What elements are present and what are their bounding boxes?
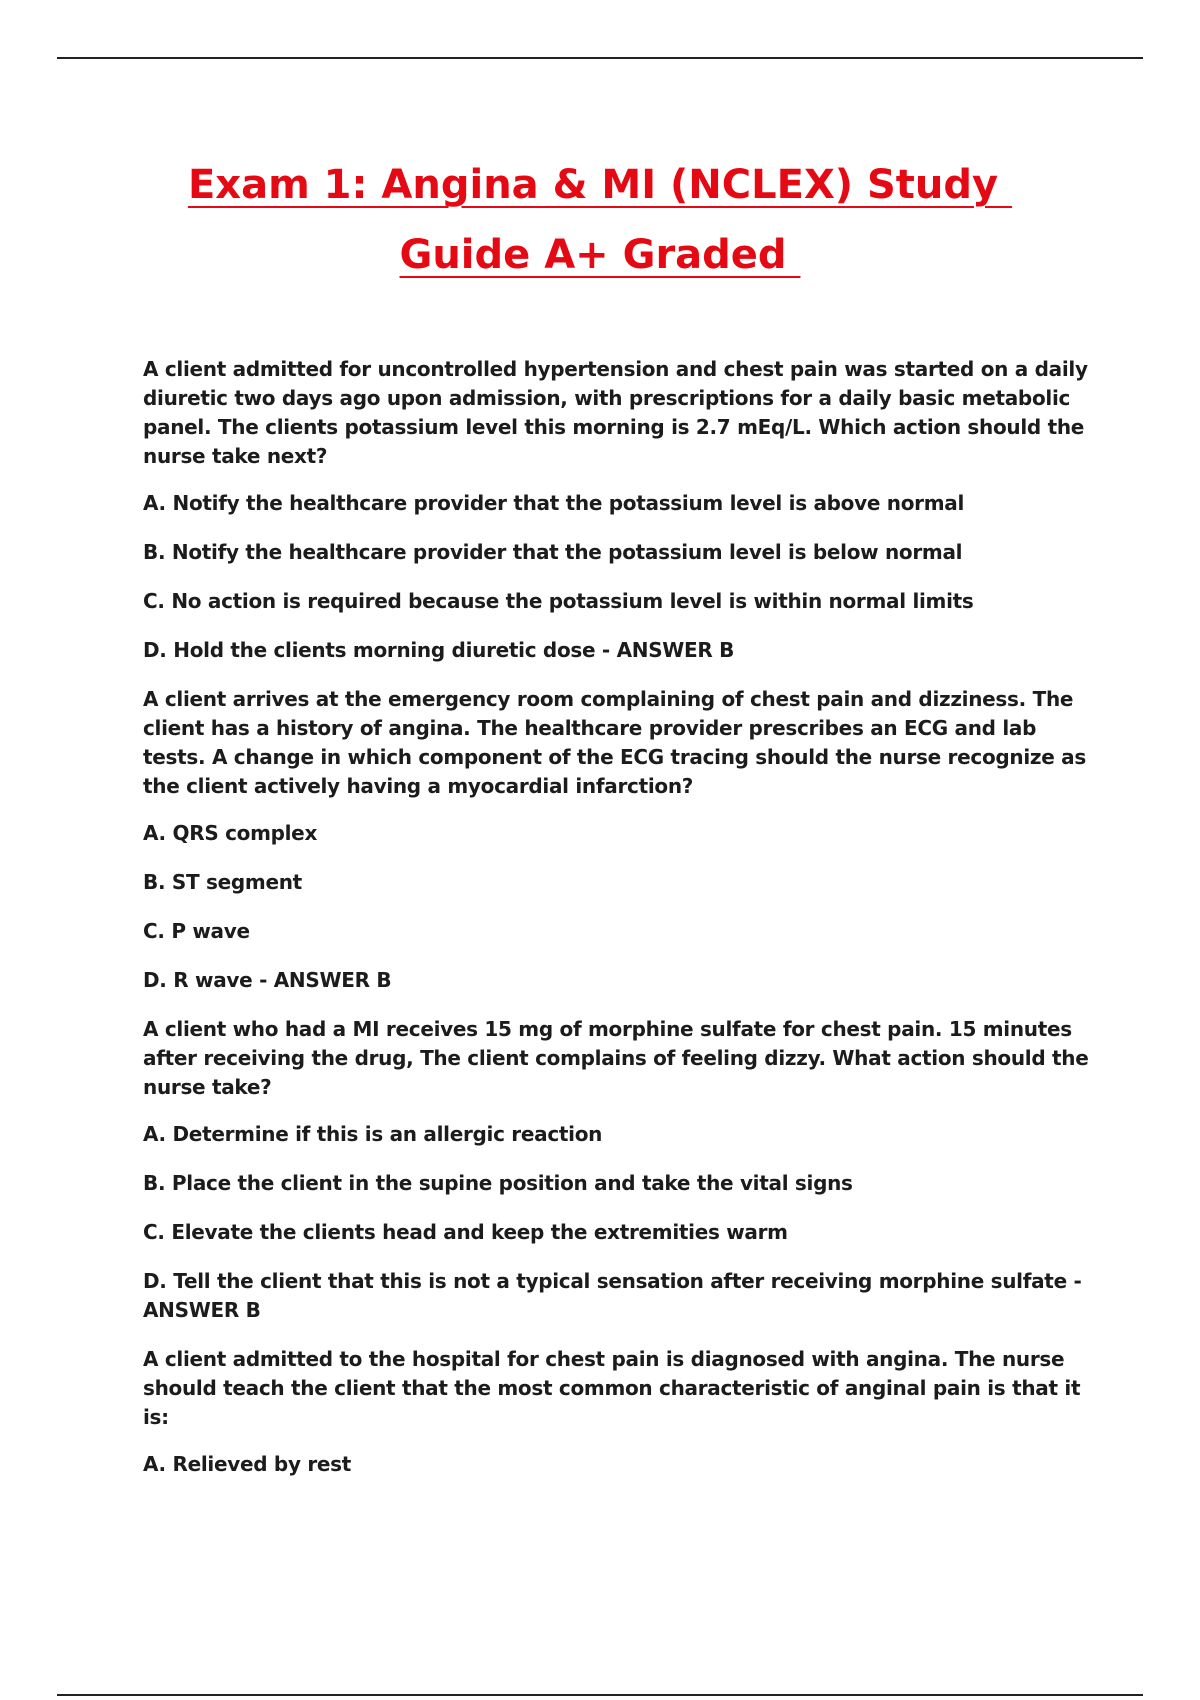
answer-option: A. Notify the healthcare provider that the potassium level is above normal [143,491,965,515]
answer-option: B. Place the client in the supine position and take the vital signs [143,1171,853,1195]
answer-option: B. Notify the healthcare provider that the potassium level is below normal [143,540,963,564]
question-block-1 [143,355,1093,665]
question-block-2 [143,685,1093,995]
bottom-rule [57,1694,1143,1696]
answer-option: D. Tell the client that this is not a typical sensation after receiving morphine sulfate - ANSWER B [143,1269,1082,1322]
answer-option: A. Determine if this is an allergic reaction [143,1122,603,1146]
question-stem: A client admitted to the hospital for chest pain is diagnosed with angina. The nurse should teach the client that the most common characteristic of anginal pain is that it is: [143,1347,1081,1429]
answer-option: A. Relieved by rest [143,1452,352,1476]
answer-option: B. ST segment [143,870,302,894]
title-line-2: Guide A+ Graded [399,232,801,278]
document-body [143,355,1093,1499]
answer-option: D. R wave - ANSWER B [143,968,392,992]
answer-option: A. QRS complex [143,821,318,845]
answer-option: C. No action is required because the potassium level is within normal limits [143,589,974,613]
document-title [60,150,1140,290]
answer-option: C. Elevate the clients head and keep the extremities warm [143,1220,788,1244]
answer-option: D. Hold the clients morning diuretic dose - ANSWER B [143,638,735,662]
answer-option: C. P wave [143,919,250,943]
question-block-4 [143,1345,1093,1479]
question-stem: A client admitted for uncontrolled hypertension and chest pain was started on a daily diuretic two days ago upon admission, with prescriptions for a daily basic metabolic panel. The clients potassium level this morning is 2.7 mEq/L. Which action should the nurse take next? [143,357,1088,468]
question-stem: A client who had a MI receives 15 mg of morphine sulfate for chest pain. 15 minutes after receiving the drug, The client complains of feeling dizzy. What action should the nurse take? [143,1017,1089,1099]
question-stem: A client arrives at the emergency room complaining of chest pain and dizziness. The client has a history of angina. The healthcare provider prescribes an ECG and lab tests. A change in which component of the ECG tracing should the nurse recognize as the client actively having a myocardial infarction? [143,687,1086,798]
question-block-3 [143,1015,1093,1325]
title-line-1: Exam 1: Angina & MI (NCLEX) Study [187,162,1013,208]
top-rule [57,57,1143,59]
